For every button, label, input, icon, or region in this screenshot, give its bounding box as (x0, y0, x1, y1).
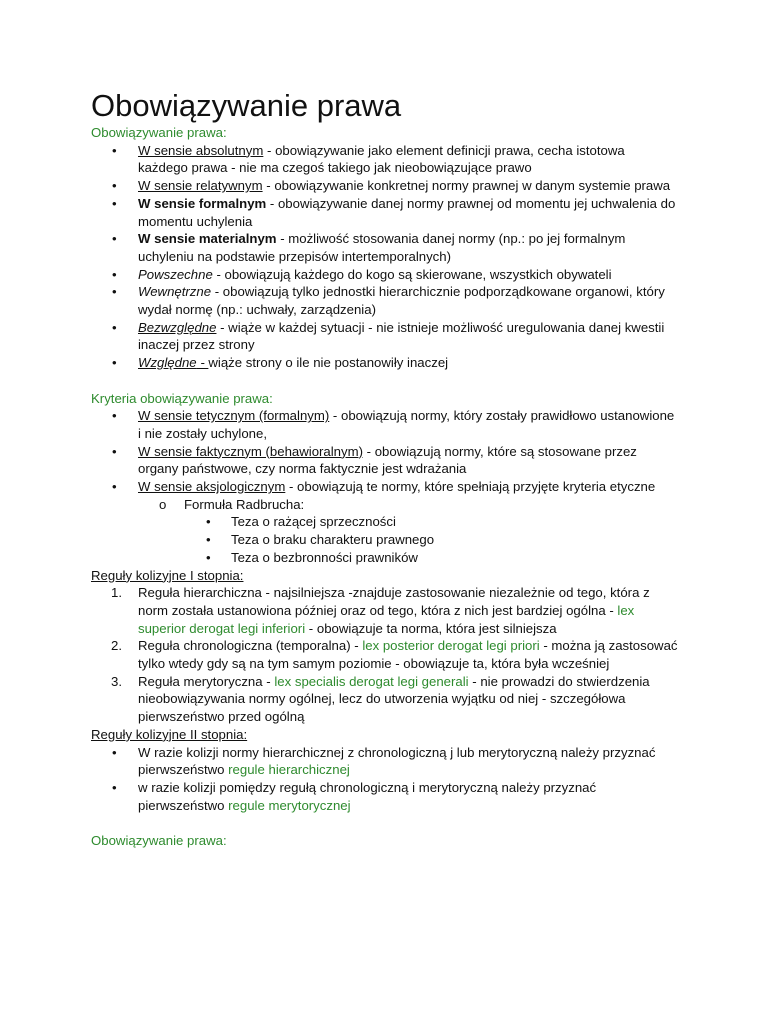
list-item (91, 354, 678, 372)
list-item (91, 779, 678, 814)
section-heading: Obowiązywanie prawa: (91, 833, 227, 849)
term: W sensie relatywnym (138, 178, 263, 194)
section-heading: Reguły kolizyjne I stopnia: (91, 567, 244, 583)
separator: - (196, 355, 209, 371)
term: W sensie materialnym (138, 231, 277, 247)
list-item (91, 744, 678, 779)
bullet-icon: • (206, 514, 211, 530)
bullet-icon: • (206, 532, 211, 548)
definition: - obowiązują tylko jednostki hierarchicznie podporządkowane organowi, który wydał normę (np.: uchwały, zarządzenia) (138, 284, 665, 318)
section-reguly-ii (91, 726, 678, 815)
list-item (91, 637, 678, 672)
numbered-list (91, 584, 678, 726)
bullet-icon: • (112, 142, 117, 158)
term: W sensie formalnym (138, 195, 267, 211)
definition: - obowiązywanie konkretnej normy prawnej w danym systemie prawa (262, 178, 671, 194)
bullet-list (91, 744, 678, 815)
item-text: - można ją zastosować tylko wtedy gdy są na tym samym poziomie - obowiązuje ta, która była wcześniej (138, 638, 678, 672)
definition: wiąże strony o ile nie postanowiły inaczej (208, 355, 449, 371)
term: Wewnętrzne (138, 284, 212, 300)
bullet-icon: • (112, 231, 117, 247)
item-number: 1. (111, 585, 122, 601)
bullet-list (91, 407, 678, 566)
list-item (91, 283, 678, 318)
bullet-icon: • (112, 355, 117, 371)
spacer (91, 372, 678, 390)
term: W sensie tetycznym (formalnym) (138, 408, 330, 424)
sub-sub-list-item (91, 513, 678, 531)
term: W sensie absolutnym (138, 142, 264, 158)
section-heading: Reguły kolizyjne II stopnia: (91, 726, 248, 742)
bullet-icon: • (112, 408, 117, 424)
sub-list-item (91, 496, 678, 514)
item-text: Reguła merytoryczna - (138, 673, 275, 689)
list-item (91, 584, 678, 637)
latin-maxim: lex posterior derogat legi priori (362, 638, 540, 654)
section-obowiazywanie-2 (91, 832, 678, 850)
definition: - możliwość stosowania danej normy (np.: po jej formalnym uchyleniu na podstawie przepisów intertemporalnych) (138, 231, 626, 264)
list-item (91, 195, 678, 230)
definition: - wiąże w każdej sytuacji - nie istnieje możliwość uregulowania danej kwestii inaczej przez strony (138, 319, 665, 353)
highlight-text: regule hierarchicznej (228, 762, 350, 778)
bullet-icon: • (112, 443, 117, 459)
item-text: W razie kolizji normy hierarchicznej z chronologiczną j lub merytoryczną należy przyznać pierwszeństwo (138, 744, 656, 778)
term: W sensie aksjologicznym (138, 479, 286, 495)
term: Bezwzględne (138, 319, 217, 335)
bullet-icon: • (112, 266, 117, 282)
list-item (91, 407, 678, 442)
bullet-icon: • (112, 780, 117, 795)
definition: - obowiązują normy, który zostały prawidłowo ustanowione i nie zostały uchylone, (138, 408, 675, 441)
definition: - obowiązują normy, które są stosowane przez organy państwowe, czy norma faktycznie jest wdrażania (138, 443, 637, 477)
section-heading: Obowiązywanie prawa: (91, 125, 227, 140)
sub-sub-list-item (91, 531, 678, 549)
thesis-text: Teza o braku charakteru prawnego (231, 532, 435, 548)
definition: - obowiązują każdego do kogo są skierowane, wszystkich obywateli (212, 266, 612, 282)
sub-sub-list-item (91, 549, 678, 567)
thesis-text: Teza o bezbronności prawników (231, 549, 418, 565)
highlight-text: regule merytorycznej (228, 797, 351, 813)
item-number: 2. (111, 638, 122, 654)
item-number: 3. (111, 673, 122, 689)
term: W sensie faktycznym (behawioralnym) (138, 443, 363, 459)
bullet-icon: • (112, 195, 117, 211)
list-item (91, 319, 678, 354)
item-text: w razie kolizji pomiędzy regułą chronologiczną i merytoryczną należy przyznać pierwszeństwo (138, 780, 597, 813)
list-item (91, 177, 678, 195)
spacer (91, 814, 678, 832)
bullet-icon: • (112, 744, 117, 760)
thesis-text: Teza o rażącej sprzeczności (231, 514, 396, 530)
list-item (91, 478, 678, 496)
list-item (91, 673, 678, 726)
section-heading: Kryteria obowiązywanie prawa: (91, 390, 273, 406)
list-item (91, 230, 678, 265)
section-kryteria (91, 390, 678, 567)
bullet-list (91, 142, 678, 372)
circle-bullet-icon: o (159, 496, 167, 512)
bullet-icon: • (112, 284, 117, 300)
sub-item-text: Formuła Radbrucha: (184, 496, 305, 512)
bullet-icon: • (112, 178, 117, 194)
latin-maxim: lex specialis derogat legi generali (274, 673, 469, 689)
bullet-icon: • (112, 319, 117, 335)
definition: - obowiązywanie jako element definicji prawa, cecha istotowa każdego prawa - nie ma czegoś takiego jak nieobowiązujące prawo (138, 142, 625, 176)
list-item (91, 443, 678, 478)
term: Powszechne (138, 266, 213, 282)
latin-maxim: lex superior derogat legi inferiori (138, 602, 635, 636)
definition: - obowiązują te normy, które spełniają przyjęte kryteria etyczne (285, 479, 656, 495)
page-title: Obowiązywanie prawa (91, 88, 402, 123)
definition: - obowiązywanie danej normy prawnej od momentu jej uchwalenia do momentu uchylenia (138, 195, 676, 229)
list-item (91, 266, 678, 284)
item-text: - obowiązuje ta norma, która jest silniejsza (305, 620, 557, 636)
section-obowiazywanie (91, 124, 678, 372)
list-item (91, 142, 678, 177)
item-text: - nie prowadzi do stwierdzenia nieobowiązywania normy ogólnej, lecz do utworzenia wyjątku od niej - szczegółowa pierwszeństwo przed ogólną (138, 673, 650, 725)
bullet-icon: • (112, 479, 117, 495)
bullet-icon: • (206, 549, 211, 565)
term: Względne (138, 355, 197, 371)
section-reguly-i (91, 567, 678, 726)
item-text: Reguła chronologiczna (temporalna) - (138, 638, 363, 654)
item-text: Reguła hierarchiczna - najsilniejsza -znajduje zastosowanie niezależnie od tego, która z norm została ustanowiona później oraz od tego, która z nich jest bardziej ogólna - (138, 585, 650, 618)
